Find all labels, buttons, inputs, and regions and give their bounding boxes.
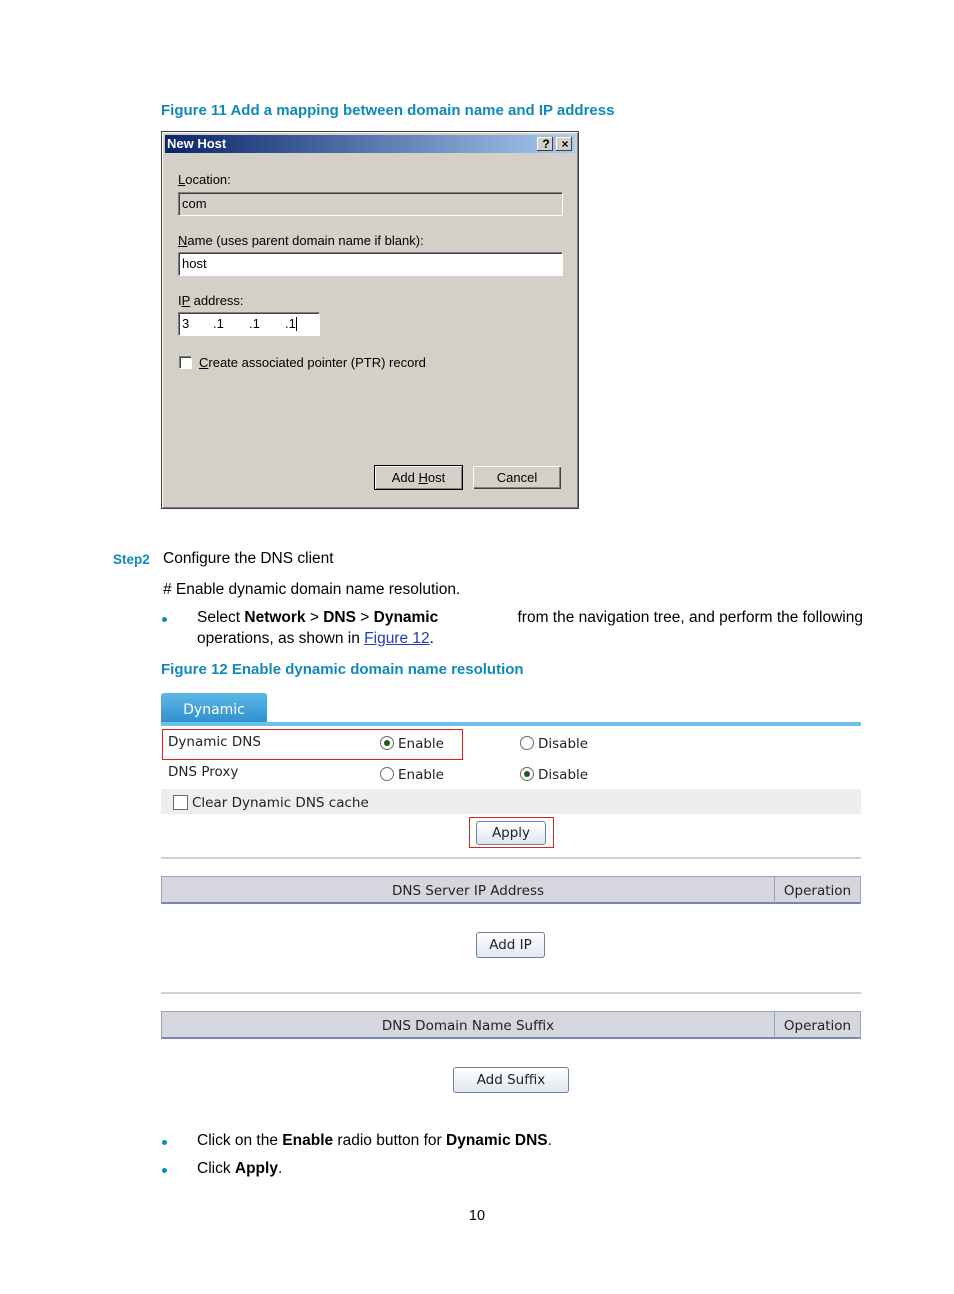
dns-proxy-disable-radio[interactable] (520, 767, 534, 781)
tab-dynamic[interactable]: Dynamic (161, 693, 267, 724)
new-host-dialog (161, 131, 579, 509)
figure-12-link[interactable]: Figure 12 (364, 630, 430, 647)
bullet-2: Click on the Enable radio button for Dynamic DNS. (197, 1132, 552, 1149)
dns-proxy-label: DNS Proxy (168, 764, 239, 780)
ip-address-input[interactable] (178, 312, 320, 336)
ptr-record-checkbox[interactable] (179, 356, 192, 369)
close-icon[interactable]: × (556, 137, 572, 151)
step-text: Configure the DNS client (163, 550, 334, 567)
help-icon[interactable]: ? (537, 137, 553, 151)
add-suffix-button[interactable]: Add Suffix (453, 1067, 569, 1093)
add-host-button[interactable]: Add Host (374, 465, 463, 490)
bullet-1-line-2: operations, as shown in Figure 12. (197, 630, 434, 647)
ip-octet-1[interactable]: 3 (182, 316, 190, 331)
dynamic-dns-enable-label[interactable]: Enable (398, 736, 444, 752)
clear-cache-label: Clear Dynamic DNS cache (192, 795, 369, 811)
name-label: Name (uses parent domain name if blank): (178, 233, 424, 248)
dialog-title: New Host (167, 136, 227, 151)
bullet (162, 1140, 167, 1145)
dns-server-ip-column: DNS Server IP Address (391, 883, 545, 899)
clear-cache-checkbox[interactable] (173, 795, 188, 810)
ptr-record-label: Create associated pointer (PTR) record (199, 355, 426, 370)
step-label: Step2 (113, 552, 150, 567)
dns-server-table-header (161, 876, 861, 904)
dynamic-dns-enable-radio[interactable] (380, 736, 394, 750)
dns-proxy-enable-radio[interactable] (380, 767, 394, 781)
cancel-button[interactable]: Cancel (472, 465, 562, 490)
dynamic-dns-disable-label[interactable]: Disable (538, 736, 589, 752)
ip-octet-3[interactable]: .1 (249, 316, 260, 331)
dns-suffix-operation-column: Operation (783, 1018, 852, 1034)
location-field: com (178, 192, 563, 216)
text-cursor (296, 317, 297, 331)
ip-octet-2[interactable]: .1 (213, 316, 224, 331)
dynamic-dns-label: Dynamic DNS (168, 734, 261, 750)
dynamic-dns-disable-radio[interactable] (520, 736, 534, 750)
dns-suffix-table-header (161, 1011, 861, 1039)
add-ip-button[interactable]: Add IP (476, 932, 545, 958)
step-comment: # Enable dynamic domain name resolution. (163, 581, 461, 598)
dns-server-operation-column: Operation (783, 883, 852, 899)
bullet-3: Click Apply. (197, 1160, 283, 1177)
dns-proxy-enable-label[interactable]: Enable (398, 767, 444, 783)
name-input[interactable]: host (178, 252, 563, 276)
dns-domain-suffix-column: DNS Domain Name Suffix (381, 1018, 555, 1034)
figure-12-caption: Figure 12 Enable dynamic domain name resolution (161, 661, 524, 678)
ip-address-label: IP address: (178, 293, 244, 308)
bullet (162, 617, 167, 622)
location-label: Location: (178, 172, 231, 187)
tab-bar-line (161, 722, 861, 726)
page-number: 10 (468, 1208, 486, 1224)
ip-octet-4[interactable]: .1 (285, 316, 296, 331)
bullet (162, 1168, 167, 1173)
separator (161, 992, 861, 994)
apply-button[interactable]: Apply (476, 821, 546, 845)
bullet-1-line-1: Select Network > DNS > Dynamic from the navigation tree, and perform the following (197, 609, 863, 626)
dns-proxy-disable-label[interactable]: Disable (538, 767, 589, 783)
figure-11-caption: Figure 11 Add a mapping between domain name and IP address (161, 102, 615, 119)
dialog-title-bar (165, 135, 575, 153)
separator (161, 857, 861, 859)
